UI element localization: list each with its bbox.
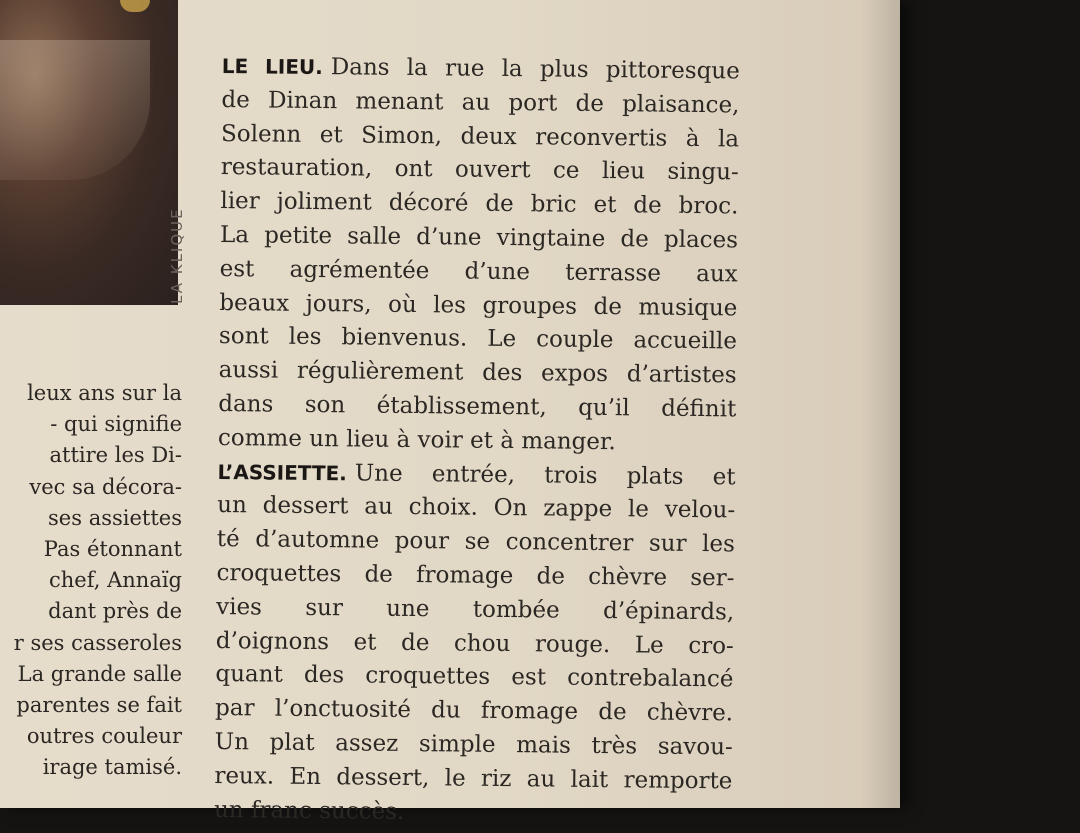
lieu-line: aussi régulièrement des expos d’artistes [218,357,737,389]
assiette-line: Un plat assez simple mais très savou- [214,728,733,761]
assiette-line: croquettes de fromage de chèvre ser- [216,559,735,592]
lieu-line: restauration, ont ouvert ce lieu singu- [220,154,739,186]
lieu-line: de Dinan menant au port de plaisance, [221,86,740,119]
lieu-line: dans son établissement, qu’il définit [218,390,737,423]
assiette-line: un dessert au choix. On zappe le velou- [217,492,736,524]
left-column-line: La grande salle [17,661,182,686]
lieu-line: beaux jours, où les groupes de musique [219,289,738,321]
lieu-line: sont les bienvenus. Le couple accueille [218,323,738,355]
assiette-line: vies sur une tombée d’épinards, [216,593,735,626]
left-column-line: chef, Annaïg [49,568,182,593]
left-column-line: leux ans sur la [27,381,182,405]
left-column-line: dant près de [48,599,182,624]
lieu-first-line [222,50,740,89]
left-column-line: Pas étonnant [43,536,182,561]
left-column-line: ses assiettes [48,505,182,530]
photo-credit: LA KLIQUE [168,207,186,304]
assiette-line: un franc succès. [213,796,405,825]
left-column-line: vec sa décora- [29,474,182,499]
left-column-line: r ses casseroles [13,630,182,655]
left-column-line: outres couleur [26,724,182,749]
assiette-line: par l’onctuosité du fromage de chèvre. [214,695,734,727]
section-heading-lieu: LE LIEU. [221,53,323,80]
review-column [214,50,740,833]
lieu-line: comme un lieu à voir et à manger. [217,424,616,455]
lieu-text-start: Dans la rue la plus pittoresque [330,54,740,85]
lieu-line: La petite salle d’une vingtaine de places [219,221,739,254]
photo-highlight [0,40,150,180]
left-column-line: irage tamisé. [42,755,182,780]
left-column-line: parentes se fait [16,692,182,717]
lieu-line: Solenn et Simon, deux reconvertis à la [220,120,740,153]
assiette-first-line [217,456,735,495]
lieu-line: est agrémentée d’une terrasse aux [219,255,738,288]
lieu-line: lier joliment décoré de bric et de broc. [220,188,739,220]
restaurant-photo [0,0,178,305]
section-heading-assiette: L’ASSIETTE. [217,459,347,485]
left-column [0,378,182,783]
left-column-line: - qui signifie [50,412,182,437]
assiette-text-start: Une entrée, trois plats et [354,459,736,490]
photo-detail [120,0,150,12]
paper-edge-shadow [860,0,900,808]
assiette-line: reux. En dessert, le riz au lait remporte [214,762,733,795]
left-column-line: attire les Di- [49,443,182,468]
assiette-line: quant des croquettes est contrebalancé [215,661,734,693]
assiette-line: té d’automne pour se concentrer sur les [216,526,735,558]
assiette-line: d’oignons et de chou rouge. Le cro- [215,627,734,659]
